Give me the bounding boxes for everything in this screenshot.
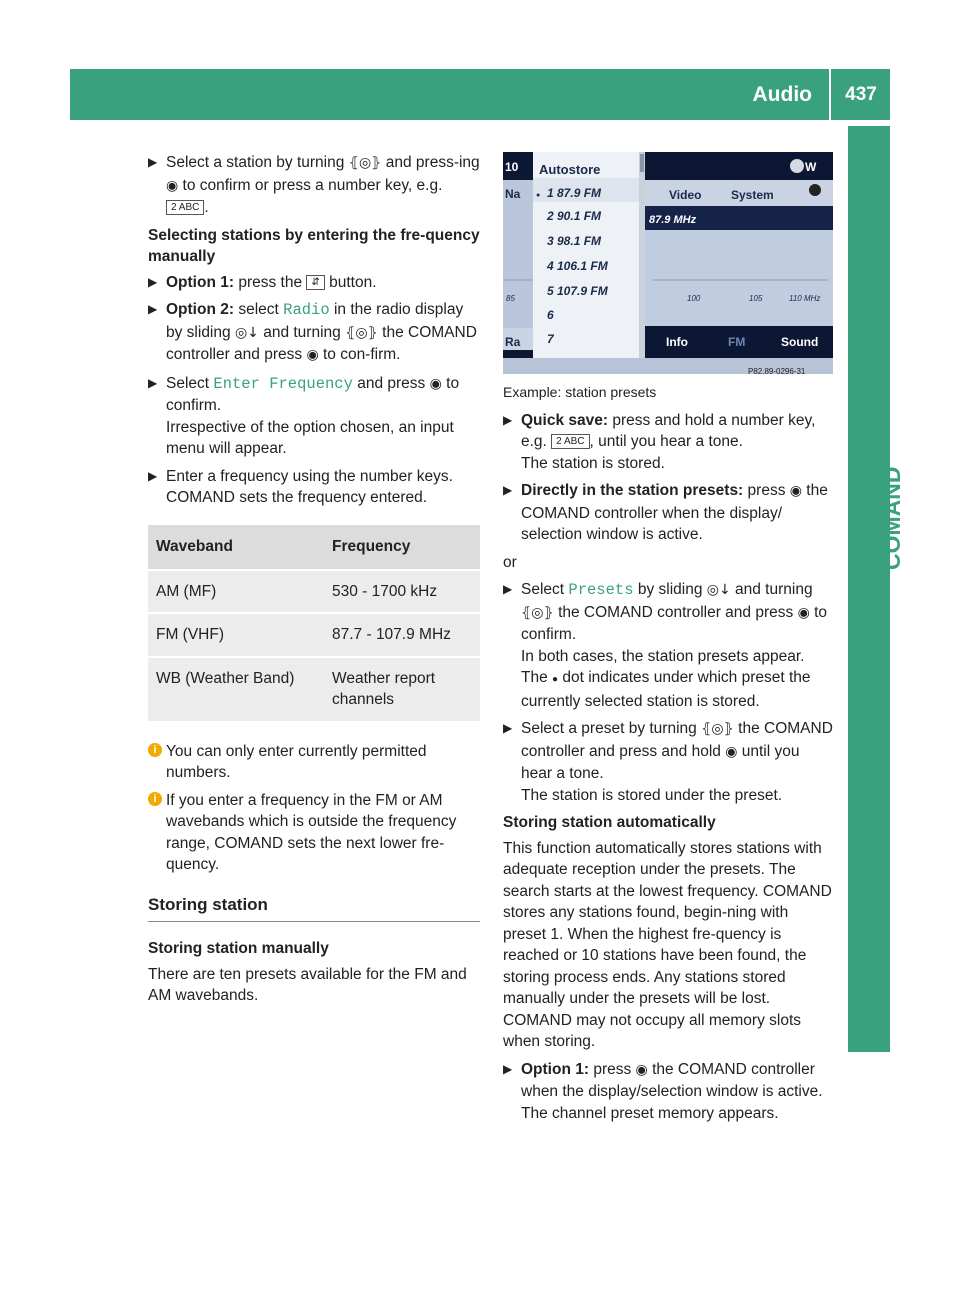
screen-w-label: W — [805, 160, 817, 174]
info-icon: i — [148, 792, 162, 806]
preset-item: 2 90.1 FM — [547, 209, 602, 223]
screen-top-left: 10 — [505, 160, 519, 174]
arrow-icon: ▶ — [148, 302, 158, 316]
preset-dot-icon: ● — [552, 674, 559, 685]
slide-controller-icon: ◎↓ — [234, 324, 259, 341]
table-header-row — [148, 525, 480, 569]
arrow-icon: ▶ — [503, 582, 513, 596]
press-controller-icon: ◉ — [635, 1061, 648, 1078]
left-column — [148, 152, 480, 1013]
arrow-icon: ▶ — [503, 721, 513, 735]
step-option-2: ▶ Option 2: select Radio in the radio display by sliding ◎↓ and turning ⦃◎⦄ the COMAND controller and press ◉ to con-firm. — [148, 301, 477, 363]
preset-item: 4 106.1 FM — [547, 259, 608, 273]
waveband-table — [148, 523, 480, 723]
preset-dot-icon: ● — [536, 192, 541, 199]
press-controller-icon: ◉ — [797, 604, 810, 621]
preset-item: 7 — [547, 332, 554, 346]
screen-scale: 105 — [749, 294, 763, 303]
arrow-icon: ▶ — [148, 468, 158, 483]
press-controller-icon: ◉ — [429, 375, 442, 392]
step-select-preset: ▶ Select a preset by turning ⦃◎⦄ the COMAND controller and press and hold ◉ until you hear a tone. The station is stored under the preset. — [503, 720, 833, 804]
heading-storing-automatically: Storing station automatically — [503, 814, 716, 831]
section-title: Audio — [752, 83, 812, 106]
screen-code: P82.89-0296-31 — [748, 367, 806, 374]
step-option-1: ▶ Option 1: press the ⇵ button. — [148, 272, 480, 294]
header-separator — [829, 69, 831, 120]
screen-video: Video — [669, 188, 702, 202]
screen-scale: 100 — [687, 294, 701, 303]
page-number: 437 — [845, 84, 877, 105]
info-note: i You can only enter currently permitted numbers. — [148, 741, 480, 784]
press-controller-icon: ◉ — [725, 743, 738, 760]
heading-enter-frequency: Selecting stations by entering the fre-quency manually — [148, 226, 480, 265]
step-option-1-auto: ▶ Option 1: press ◉ the COMAND controller when the display/selection window is active. The channel preset memory appears. — [503, 1060, 823, 1122]
screen-scale: 85 — [506, 294, 515, 303]
paragraph: There are ten presets available for the FM and AM wavebands. — [148, 965, 467, 1004]
station-presets-screenshot — [503, 152, 833, 374]
right-column — [503, 152, 833, 1130]
screen-bottom-left: Ra — [505, 335, 521, 349]
tuning-button-icon: ⇵ — [306, 275, 324, 290]
press-controller-icon: ◉ — [166, 177, 179, 194]
sidebar-block — [848, 1010, 890, 1052]
arrow-icon: ▶ — [503, 412, 513, 427]
menu-item-radio: Radio — [283, 301, 330, 319]
screen-title: Autostore — [539, 162, 601, 177]
table-row: AM (MF) 530 - 1700 kHz — [148, 571, 480, 613]
info-icon: i — [148, 743, 162, 757]
image-caption: Example: station presets — [503, 384, 657, 400]
arrow-icon: ▶ — [148, 375, 158, 390]
screen-sound: Sound — [781, 335, 819, 349]
arrow-icon: ▶ — [503, 1061, 513, 1076]
step-directly-presets: ▶ Directly in the station presets: press ◉ the COMAND controller when the display/ selection window is active. — [503, 482, 828, 543]
screen-nav-left: Na — [505, 187, 521, 201]
turn-controller-icon: ⦃◎⦄ — [521, 604, 554, 621]
preset-item: 6 — [547, 308, 554, 322]
heading-storing-station: Storing station — [148, 894, 480, 923]
table-row: FM (VHF) 87.7 - 107.9 MHz — [148, 614, 480, 656]
menu-item-enter-frequency: Enter Frequency — [213, 374, 353, 393]
step-number-keys: ▶ Enter a frequency using the number keys. COMAND sets the frequency entered. — [148, 467, 453, 506]
table-header: Waveband — [148, 525, 324, 569]
preset-item: 3 98.1 FM — [547, 234, 602, 248]
preset-item: 1 87.9 FM — [547, 186, 602, 200]
number-key-icon: 2 ABC — [166, 200, 204, 215]
screen-frequency: 87.9 MHz — [649, 214, 697, 226]
screen-scale: 110 MHz — [789, 294, 821, 303]
press-controller-icon: ◉ — [306, 347, 319, 363]
or-text: or — [503, 553, 517, 571]
step-quick-save: ▶ Quick save: press and hold a number key, e.g. 2 ABC , until you hear a tone. The station is stored. — [503, 411, 816, 472]
arrow-icon: ▶ — [148, 274, 158, 289]
slide-controller-icon: ◎↓ — [706, 582, 731, 598]
screen-info: Info — [666, 335, 688, 349]
menu-item-presets: Presets — [568, 581, 634, 599]
step-select-presets: ▶ Select Presets by sliding ◎↓ and turning ⦃◎⦄ the COMAND controller and press ◉ to confirm. In both cases, the station presets appear. The ● dot indicates under which preset the currently selected station is stored. — [503, 581, 828, 710]
table-header: Frequency — [324, 525, 480, 569]
turn-controller-icon: ⦃◎⦄ — [348, 155, 382, 171]
page-header — [70, 69, 890, 120]
heading-storing-manually: Storing station manually — [148, 940, 329, 957]
screen-system: System — [731, 188, 774, 202]
turn-controller-icon: ⦃◎⦄ — [345, 324, 378, 341]
screen-fm: FM — [728, 335, 746, 349]
turn-controller-icon: ⦃◎⦄ — [701, 721, 734, 737]
info-note: i If you enter a frequency in the FM or AM wavebands which is outside the frequency range, COMAND sets the next lower fre-quency. — [148, 790, 480, 876]
paragraph: This function automatically stores stations with adequate reception under the presets. The search starts at the lowest frequency. COMAND stores any stations found, begin-ning with preset 1. When the highest fre-quency is reached or 10 stations have been found, the storing process ends. Any stations stored manually under the presets will be lost. COMAND may not occupy all memory slots when storing. — [503, 839, 832, 1050]
preset-item: 5 107.9 FM — [547, 284, 608, 298]
table-row: WB (Weather Band) Weather report channels — [148, 658, 480, 721]
number-key-icon: 2 ABC — [551, 434, 589, 449]
arrow-icon: ▶ — [503, 483, 513, 497]
step-select-station: ▶ Select a station by turning ⦃◎⦄ and press-ing ◉ to confirm or press a number key, e.g. 2 ABC . — [148, 154, 480, 216]
press-controller-icon: ◉ — [789, 483, 802, 499]
step-enter-frequency: ▶ Select Enter Frequency and press ◉ to confirm. Irrespective of the option chosen, an input menu will appear. — [148, 374, 460, 457]
arrow-icon: ▶ — [148, 155, 158, 169]
sidebar-label: COMAND — [879, 466, 905, 570]
